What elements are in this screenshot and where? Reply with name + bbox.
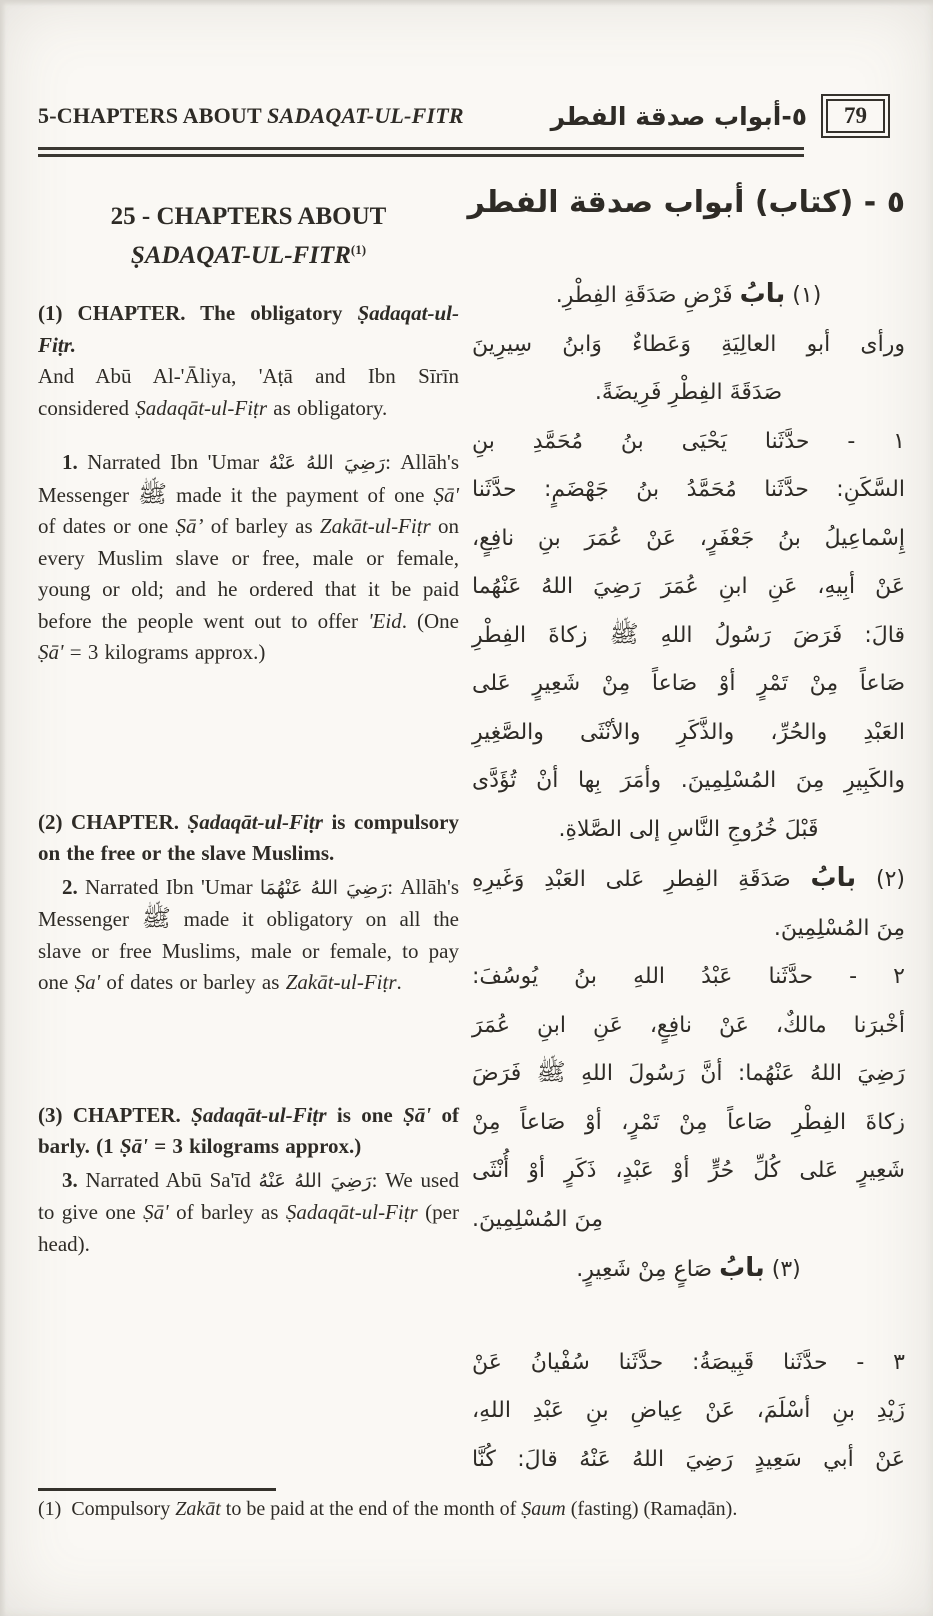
chapter-2-heading: (2) CHAPTER. Ṣadaqāt-ul-Fiṭr is compulsory on the free or the slave Muslims. [38,809,459,865]
arabic-line: صَاعاً مِنْ تَمْرٍ أوْ صَاعاً مِنْ شَعِيرٍ عَلى [472,671,905,696]
footnote-text: (1) Compulsory Zakāt to be paid at the end of the month of Ṣaum (fasting) (Ramaḍān). [38,1498,738,1520]
header-divider [38,147,804,157]
arabic-line: والكَبِيرِ مِنَ المُسْلِمِينَ. وأمَرَ بِها أنْ تُؤَدَّى [472,768,905,793]
section-title-line2: ṢADAQAT-UL-FITR$^{(1)}$ [130,242,367,269]
arabic-chapter-3-heading [472,1244,905,1295]
arabic-hadith-1 [472,418,905,855]
chapter-1-intro: And Abū Al-'Āliya, 'Aṭā and Ibn Sīrīn considered Ṣadaqāt-ul-Fiṭr as obligatory. [38,364,459,420]
arabic-line: قالَ: فَرَضَ رَسُولُ اللهِ ﷺ زكاةَ الفِطْرِ [472,619,905,648]
arabic-line: زكاةَ الفِطْرِ صَاعاً مِنْ تَمْرٍ، أوْ صَاعاً مِنْ [472,1109,905,1135]
section-title-line1: 25 - CHAPTERS ABOUT [110,203,387,230]
arabic-line: عَنْ أبِيهِ، عَنِ ابنِ عُمَرَ رَضِيَ اللهُ عَنْهُما [472,574,905,599]
narration-3: 3. Narrated Abū Sa'īd رَضِيَ اللهُ عَنْهُ: We used to give one Ṣā' of barley as Ṣadaqāt-ul-Fiṭr (per head). [38,1167,459,1256]
arabic-line: ٢ - حدَّثَنا عَبْدُ اللهِ بنُ يُوسُفَ: [472,964,905,989]
arabic-line: صَدَقَةَ الفِطْرِ فَرِيضَةً. [594,380,783,405]
chapter-3-heading: (3) CHAPTER. Ṣadaqāt-ul-Fiṭr is one Ṣā' of barly. (1 Ṣā' = 3 kilograms approx.) [38,1102,459,1158]
arabic-line: (٢) بابُ صَدَقَةِ الفِطرِ عَلى العَبْدِ وَغَيرِهِ [472,863,906,893]
arabic-chapter-2-heading [472,854,905,953]
narration-2: 2. Narrated Ibn 'Umar رَضِيَ اللهُ عَنْهُمَا: Allāh's Messenger ﷺ made it obligatory on all the slave or free Muslims, male or female, to pay one Ṣa' of dates or barley as Zakāt-ul-Fiṭr. [38,874,459,994]
arabic-line: رَضِيَ اللهُ عَنْهُما: أنَّ رَسُولَ اللهِ ﷺ فَرَضَ [472,1058,905,1086]
page-number: 79 [826,99,885,133]
footnote [38,1488,904,1522]
page-number-box [821,94,890,138]
page-header [38,94,890,138]
arabic-line: السَّكَنِ: حدَّثَنا مُحَمَّدُ بنُ جَهْضَمٍ: حدَّثَنا [472,477,905,502]
arabic-line: قَبْلَ خُرُوجِ النَّاسِ إلى الصَّلاةِ. [558,816,819,842]
arabic-line: ٣ - حدَّثَنا قَبِيصَةُ: حدَّثَنا سُفْيانُ عَنْ [472,1349,905,1375]
footnote-divider [38,1488,276,1491]
arabic-line: (١) بابُ فَرْضِ صَدَقَةِ الفِطْرِ. [555,279,822,309]
arabic-hadith-3 [472,1339,905,1485]
arabic-hadith-2 [472,953,905,1244]
arabic-line: (٣) بابُ صَاعٍ مِنْ شَعِيرٍ. [576,1253,801,1283]
header-title-arabic: ٥-أبواب صدقة الفطر [550,101,807,131]
arabic-chapter-1-intro [472,321,905,418]
arabic-column [467,180,906,1484]
arabic-line: عَنْ أبي سَعِيدٍ رَضِيَ اللهُ عَنْهُ قالَ: كُنَّا [472,1446,905,1472]
arabic-chapter-1-heading [472,270,905,321]
header-title-english: 5-CHAPTERS ABOUT SADAQAT-UL-FITR [38,103,464,128]
arabic-section-title: ٥ - (كتاب) أبواب صدقة الفطر [467,185,905,220]
arabic-line: شَعِيرٍ عَلى كُلِّ حُرٍّ أوْ عَبْدٍ، ذَكَرٍ أوْ أُنْثَى [472,1158,905,1183]
arabic-line: إِسْماعِيلُ بنُ جَعْفَرٍ، عَنْ عُمَرَ بنِ نافِعٍ، [472,525,905,551]
arabic-line: ١ - حدَّثَنا يَحْيَى بنُ مُحَمَّدِ بنِ [472,428,905,454]
narration-1: 1. Narrated Ibn 'Umar رَضِيَ اللهُ عَنْهُ: Allāh's Messenger ﷺ made it the payment of one Ṣā' of dates or one Ṣā’ of barley as Zakāt-ul-Fiṭr on every Muslim slave or free, male or female, young or old; and he ordered that it be paid before the people went out to offer 'Eid. (One Ṣā' = 3 kilograms approx.) [38,450,460,664]
section-title [38,200,459,272]
arabic-line: العَبْدِ والحُرِّ، والذَّكَرِ والأنْثَى والصَّغِيرِ [472,719,905,745]
arabic-line: مِنَ المُسْلِمِينَ. [773,915,905,941]
chapter-1-heading: (1) CHAPTER. The obligatory Ṣadaqat-ul-Fiṭr. [38,301,459,357]
english-column [38,200,459,1260]
arabic-line: أخْبرَنا مالكٌ، عَنْ نافِعٍ، عَنِ ابنِ عُمَرَ [472,1012,905,1038]
arabic-line: مِنَ المُسْلِمِينَ. [472,1206,604,1232]
arabic-line: زَيْدِ بنِ أسْلَمَ، عَنْ عِياضِ بنِ عَبْدِ اللهِ، [472,1398,905,1423]
arabic-line: ورأى أبو العالِيَةِ وَعَطاءٌ وَابنُ سِيرِينَ [472,331,905,357]
